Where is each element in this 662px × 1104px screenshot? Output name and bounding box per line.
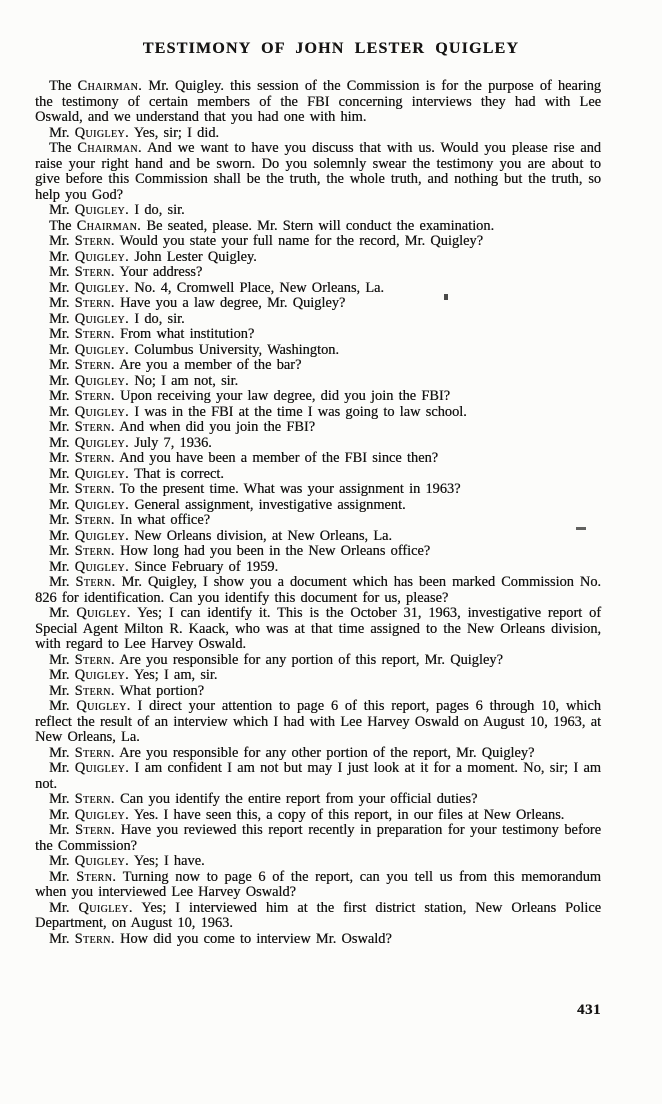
speech-text: How did you come to interview Mr. Oswald? <box>119 930 392 947</box>
speaker-prefix: The <box>49 140 72 156</box>
speaker-name: Quigley. <box>74 248 130 265</box>
speaker-name: Quigley. <box>74 558 130 575</box>
speaker-prefix: Mr. <box>49 698 70 714</box>
testimony-paragraph <box>35 932 601 948</box>
testimony-paragraph <box>35 901 601 932</box>
speech-text: I direct your attention to page 6 of this report, pages 6 through 10, which reflect the result of an interview which I had with Lee Harvey Oswald on August 10, 1963, at New Orleans, La. <box>35 698 601 745</box>
speaker-name: Stern. <box>74 388 115 404</box>
speech-text: What portion? <box>119 682 204 699</box>
speech-text: Have you a law degree, Mr. Quigley? <box>119 295 346 311</box>
speech-text: And when did you join the FBI? <box>119 419 316 435</box>
speech-text: No; I am not, sir. <box>134 372 239 389</box>
speech-text: From what institution? <box>119 326 255 342</box>
testimony-paragraph <box>35 513 601 529</box>
speaker-prefix: Mr. <box>49 760 70 776</box>
testimony-paragraph <box>35 281 601 297</box>
testimony-paragraph <box>35 436 601 452</box>
speaker-name: Chairman. <box>76 217 142 234</box>
speech-text: John Lester Quigley. <box>134 248 257 265</box>
testimony-paragraph <box>35 684 601 700</box>
speaker-prefix: Mr. <box>49 450 70 466</box>
testimony-paragraph <box>35 265 601 281</box>
speaker-name: Stern. <box>74 264 115 280</box>
speaker-name: Stern. <box>74 357 115 373</box>
speaker-name: Quigley. <box>74 465 130 482</box>
speaker-prefix: Mr. <box>49 465 70 482</box>
testimony-paragraph <box>35 575 601 606</box>
speaker-name: Quigley. <box>74 372 130 389</box>
speaker-prefix: Mr. <box>49 279 70 296</box>
testimony-paragraph <box>35 823 601 854</box>
speech-text: Have you reviewed this report recently in preparation for your testimony before the Commission? <box>35 822 601 854</box>
testimony-paragraph <box>35 746 601 762</box>
testimony-paragraph <box>35 482 601 498</box>
speaker-prefix: Mr. <box>49 512 70 528</box>
speaker-name: Quigley. <box>74 124 130 141</box>
testimony-paragraph <box>35 792 601 808</box>
testimony-paragraph <box>35 374 601 390</box>
speech-text: Mr. Quigley, I show you a document which has been marked Commission No. 826 for identification. Can you identify this document for us, please? <box>35 574 601 606</box>
speaker-prefix: Mr. <box>49 744 70 761</box>
speech-text: Since February of 1959. <box>134 558 279 575</box>
testimony-paragraph <box>35 312 601 328</box>
speaker-name: Quigley. <box>76 605 131 621</box>
speech-text: I am confident I am not but may I just look at it for a moment. No, sir; I am not. <box>35 760 601 792</box>
speaker-name: Stern. <box>74 682 115 699</box>
testimony-paragraph <box>35 606 601 653</box>
speech-text: Are you responsible for any other portion of the report, Mr. Quigley? <box>119 744 535 761</box>
speech-text: General assignment, investigative assignment. <box>134 496 406 513</box>
speaker-prefix: Mr. <box>49 388 70 404</box>
speaker-name: Quigley. <box>74 496 130 513</box>
speaker-prefix: Mr. <box>49 806 70 823</box>
speaker-name: Stern. <box>74 791 115 807</box>
speaker-name: Quigley. <box>74 853 130 869</box>
speaker-name: Stern. <box>74 419 115 435</box>
speaker-name: Chairman. <box>77 140 142 156</box>
speaker-name: Quigley. <box>76 698 131 714</box>
speech-text: Would you state your full name for the record, Mr. Quigley? <box>119 233 483 249</box>
speaker-name: Quigley. <box>74 806 130 823</box>
testimony-paragraph <box>35 544 601 560</box>
testimony-paragraph <box>35 141 601 203</box>
speaker-name: Quigley. <box>74 279 130 296</box>
speaker-prefix: Mr. <box>49 899 70 916</box>
speaker-prefix: Mr. <box>49 419 70 435</box>
speech-text: I do, sir. <box>134 310 185 327</box>
speaker-name: Stern. <box>74 295 115 311</box>
speaker-prefix: Mr. <box>49 543 70 559</box>
speaker-prefix: Mr. <box>49 481 70 497</box>
speech-text: Turning now to page 6 of the report, can you tell us from this memorandum when you interviewed Lee Harvey Oswald? <box>35 868 602 900</box>
speaker-name: Stern. <box>74 930 115 947</box>
scan-artifact-speck <box>444 294 448 300</box>
testimony-paragraph <box>35 327 601 343</box>
speaker-name: Quigley. <box>74 403 130 420</box>
speaker-prefix: Mr. <box>49 341 70 358</box>
testimony-paragraph <box>35 126 601 142</box>
speaker-name: Quigley. <box>74 341 130 358</box>
testimony-paragraph <box>35 808 601 824</box>
testimony-body <box>35 79 601 947</box>
speaker-name: Quigley. <box>74 434 130 451</box>
speaker-name: Stern. <box>76 868 117 885</box>
speaker-name: Chairman. <box>77 78 143 94</box>
speaker-name: Quigley. <box>74 760 130 776</box>
speech-text: How long had you been in the New Orleans office? <box>119 543 431 559</box>
speaker-name: Stern. <box>74 651 115 668</box>
speaker-name: Stern. <box>74 822 116 838</box>
speech-text: Columbus University, Washington. <box>134 341 339 358</box>
speaker-prefix: Mr. <box>49 822 70 838</box>
speaker-prefix: Mr. <box>49 202 70 218</box>
speaker-name: Stern. <box>74 233 115 249</box>
testimony-paragraph <box>35 296 601 312</box>
speaker-prefix: Mr. <box>49 264 70 280</box>
speech-text: Can you identify the entire report from your official duties? <box>119 791 478 807</box>
speech-text: Yes; I am, sir. <box>133 667 218 683</box>
testimony-paragraph <box>35 699 601 746</box>
testimony-paragraph <box>35 653 601 669</box>
speech-text: In what office? <box>119 512 210 528</box>
speaker-name: Stern. <box>74 326 115 342</box>
testimony-paragraph <box>35 420 601 436</box>
speech-text: I do, sir. <box>134 202 185 218</box>
speaker-prefix: Mr. <box>49 605 70 621</box>
speaker-prefix: Mr. <box>49 853 70 869</box>
speaker-prefix: The <box>49 78 72 94</box>
page-number: 431 <box>577 1002 601 1018</box>
speaker-name: Quigley. <box>74 527 130 544</box>
testimony-paragraph <box>35 203 601 219</box>
testimony-paragraph <box>35 79 601 126</box>
testimony-paragraph <box>35 467 601 483</box>
speaker-prefix: Mr. <box>49 372 70 389</box>
speaker-prefix: Mr. <box>49 682 70 699</box>
speaker-prefix: The <box>49 217 72 234</box>
speaker-name: Stern. <box>74 744 115 761</box>
page-title: TESTIMONY OF JOHN LESTER QUIGLEY <box>142 40 520 57</box>
testimony-paragraph <box>35 405 601 421</box>
speaker-prefix: Mr. <box>49 124 70 141</box>
speech-text: New Orleans division, at New Orleans, La. <box>134 527 392 544</box>
testimony-paragraph <box>35 358 601 374</box>
speaker-prefix: Mr. <box>49 496 70 513</box>
speaker-prefix: Mr. <box>49 791 70 807</box>
speech-text: That is correct. <box>133 465 224 482</box>
speaker-name: Stern. <box>74 481 115 497</box>
speech-text: No. 4, Cromwell Place, New Orleans, La. <box>134 279 384 296</box>
testimony-paragraph <box>35 668 601 684</box>
speech-text: Your address? <box>119 264 203 280</box>
testimony-paragraph <box>35 250 601 266</box>
speaker-name: Quigley. <box>74 202 130 218</box>
speech-text: Yes; I interviewed him at the first district station, New Orleans Police Department, on August 10, 1963. <box>35 899 602 931</box>
speech-text: I was in the FBI at the time I was going to law school. <box>134 403 467 420</box>
testimony-paragraph <box>35 451 601 467</box>
speaker-prefix: Mr. <box>49 434 70 451</box>
testimony-paragraph <box>35 389 601 405</box>
speech-text: Are you a member of the bar? <box>119 357 302 373</box>
testimony-paragraph <box>35 234 601 250</box>
speaker-prefix: Mr. <box>49 357 70 373</box>
speaker-name: Quigley. <box>74 310 130 327</box>
speaker-name: Stern. <box>75 574 116 590</box>
speaker-name: Stern. <box>74 450 115 466</box>
speaker-name: Stern. <box>74 512 115 528</box>
speaker-prefix: Mr. <box>49 651 70 668</box>
speaker-prefix: Mr. <box>49 248 70 265</box>
testimony-paragraph <box>35 854 601 870</box>
testimony-paragraph <box>35 761 601 792</box>
speech-text: To the present time. What was your assignment in 1963? <box>119 481 461 497</box>
speech-text: And you have been a member of the FBI since then? <box>119 450 439 466</box>
testimony-paragraph <box>35 343 601 359</box>
speaker-prefix: Mr. <box>49 326 70 342</box>
speaker-prefix: Mr. <box>49 310 70 327</box>
testimony-paragraph <box>35 529 601 545</box>
speech-text: And we want to have you discuss that with us. Would you please rise and raise your right hand and be sworn. Do you solemnly swear the testimony you are about to give before this Commission shall be the truth, the whole truth, and nothing but the truth, so help you God? <box>35 140 602 203</box>
speaker-prefix: Mr. <box>49 930 70 947</box>
speaker-prefix: Mr. <box>49 403 70 420</box>
speech-text: Yes. I have seen this, a copy of this report, in our files at New Orleans. <box>133 806 565 823</box>
testimony-paragraph <box>35 870 601 901</box>
speaker-prefix: Mr. <box>49 233 70 249</box>
speaker-prefix: Mr. <box>49 558 70 575</box>
speaker-prefix: Mr. <box>49 868 70 885</box>
testimony-paragraph <box>35 498 601 514</box>
speaker-name: Stern. <box>74 543 115 559</box>
speaker-prefix: Mr. <box>49 295 70 311</box>
speech-text: Are you responsible for any portion of this report, Mr. Quigley? <box>119 651 503 668</box>
speech-text: Be seated, please. Mr. Stern will conduct the examination. <box>146 217 495 234</box>
speech-text: July 7, 1936. <box>134 434 212 451</box>
speaker-prefix: Mr. <box>49 574 70 590</box>
speaker-prefix: Mr. <box>49 667 70 683</box>
speaker-prefix: Mr. <box>49 527 70 544</box>
speech-text: Yes, sir; I did. <box>133 124 219 141</box>
speech-text: Yes; I can identify it. This is the October 31, 1963, investigative report of Special Agent Milton R. Kaack, who was at that time assigned to the New Orleans division, with regard to Lee Harvey Oswald. <box>35 605 601 652</box>
speaker-name: Quigley. <box>78 899 133 916</box>
speech-text: Mr. Quigley. this session of the Commission is for the purpose of hearing the testimony of certain members of the FBI concerning interviews they had with Lee Oswald, and we understand that you had one with him. <box>35 78 602 125</box>
speaker-name: Quigley. <box>74 667 130 683</box>
testimony-paragraph <box>35 560 601 576</box>
scan-artifact-dash <box>576 527 586 530</box>
speech-text: Yes; I have. <box>133 853 205 869</box>
testimony-paragraph <box>35 219 601 235</box>
speech-text: Upon receiving your law degree, did you join the FBI? <box>119 388 451 404</box>
